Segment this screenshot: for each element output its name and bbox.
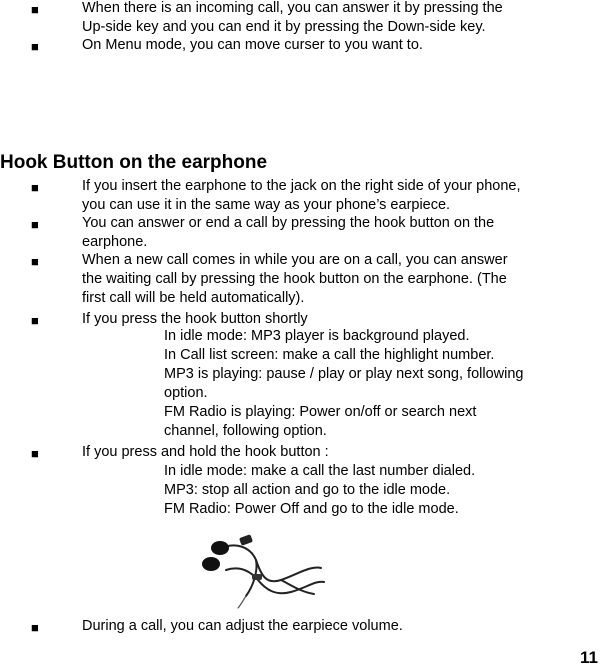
bullet-marker: ■ — [31, 620, 39, 635]
bullet-marker: ■ — [31, 313, 39, 328]
text-line: You can answer or end a call by pressing the hook button on the — [82, 215, 495, 231]
text-line: Up-side key and you can end it by pressing the Down-side key. — [82, 19, 486, 35]
sub-line: In idle mode: MP3 player is background played. — [164, 328, 470, 344]
text-line: first call will be held automatically). — [82, 290, 305, 306]
text-line: the waiting call by pressing the hook button on the earphone. (The — [82, 271, 507, 287]
bullet-marker: ■ — [31, 180, 39, 195]
text-line: If you insert the earphone to the jack on the right side of your phone, — [82, 178, 521, 194]
page-number: 11 — [580, 648, 598, 667]
paragraph-incoming-call — [82, 0, 503, 37]
text-line: earphone. — [82, 234, 148, 250]
sub-line: FM Radio: Power Off and go to the idle mode. — [164, 501, 459, 517]
text-line: If you press the hook button shortly — [82, 311, 308, 327]
sub-list-press-hold — [164, 462, 475, 519]
sub-list-press-shortly — [164, 327, 523, 441]
paragraph-waiting-call — [82, 251, 508, 308]
sub-line: In idle mode: make a call the last number dialed. — [164, 463, 476, 479]
text-line: During a call, you can adjust the earpiece volume. — [82, 618, 403, 634]
text-line: When there is an incoming call, you can answer it by pressing the — [82, 0, 503, 16]
text-line: If you press and hold the hook button : — [82, 444, 329, 460]
section-heading: Hook Button on the earphone — [0, 152, 268, 173]
sub-line: In Call list screen: make a call the highlight number. — [164, 347, 495, 363]
paragraph-menu-mode — [82, 36, 423, 55]
text-line: When a new call comes in while you are on a call, you can answer — [82, 252, 508, 268]
sub-line: option. — [164, 385, 208, 401]
bullet-marker: ■ — [31, 2, 39, 17]
bullet-marker: ■ — [31, 39, 39, 54]
sub-line: FM Radio is playing: Power on/off or search next — [164, 404, 477, 420]
sub-line: MP3 is playing: pause / play or play next song, following — [164, 366, 524, 382]
bullet-marker: ■ — [31, 446, 39, 461]
text-line: you can use it in the same way as your phone’s earpiece. — [82, 197, 451, 213]
paragraph-answer-end-call — [82, 214, 494, 252]
sub-line: channel, following option. — [164, 423, 327, 439]
paragraph-insert-earphone — [82, 177, 521, 215]
paragraph-adjust-volume — [82, 617, 403, 636]
sub-line: MP3: stop all action and go to the idle mode. — [164, 482, 451, 498]
earphone-image — [196, 530, 336, 610]
text-line: On Menu mode, you can move curser to you want to. — [82, 37, 423, 53]
bullet-marker: ■ — [31, 254, 39, 269]
paragraph-press-hold — [82, 443, 329, 462]
bullet-marker: ■ — [31, 217, 39, 232]
